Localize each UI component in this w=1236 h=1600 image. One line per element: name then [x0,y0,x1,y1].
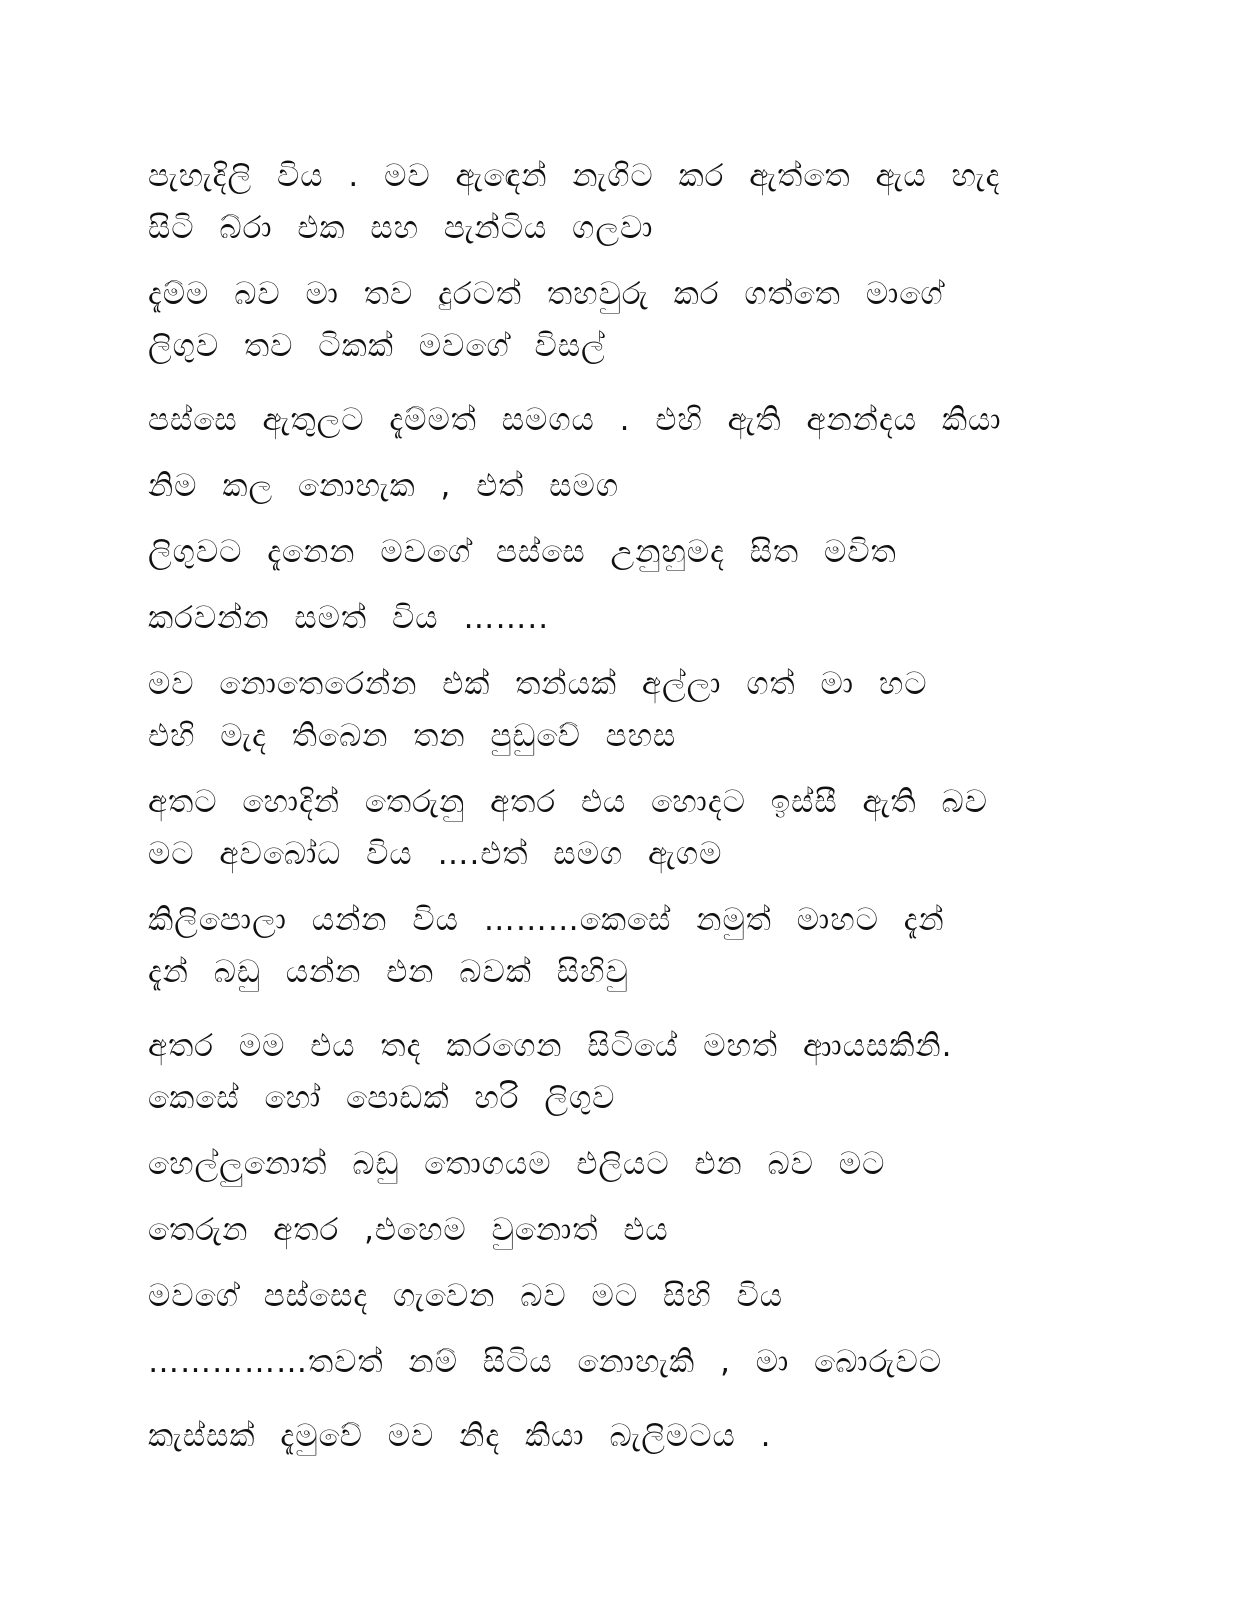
text-line: දැන් බඩු යන්න එන බවක් සිහිවු [148,954,629,990]
text-line: මට අවබෝධ විය ….එත් සමග ඇගම [148,836,723,872]
text-line: කරවන්න සමත් විය …….. [148,600,550,636]
text-line: ලිගුව තව ටිකක් මවගේ විසල් [148,328,606,364]
text-line: පැහැදිලි විය . මව ඇඳෙන් නැගිට කර ඇත්තෙ ඇය හැද [148,158,1001,194]
text-line: මවගේ පස්සෙද ගැවෙන බව මට සිහි විය [148,1278,784,1314]
text-line: ලිගුවට දැනෙන මවගේ පස්සෙ උනුහුමද සිත මවිත [148,534,897,570]
text-line: දැම්ම බව මා තව දුරටත් තහවුරු කර ගත්තෙ මාගේ [148,276,944,312]
text-line: හෙල්ලුනොත් බඩු තොගයම එලියට එන බව මට [148,1146,886,1182]
text-line: ……………තවත් නම් සිටිය නොහැකි , මා බොරුවට [148,1344,943,1380]
text-line: එහි මැද තිබෙන තන පුඩුවේ පහස [148,718,677,754]
text-line: සිටි බ්රා එක සහ පැන්ටිය ගලවා [148,210,654,246]
text-line: කිලිපොලා යන්න විය ………කෙසේ නමුත් මාහට දැන් [148,902,945,938]
text-line: කෙසේ හෝ පොඩක් හරි ලිගුව [148,1080,616,1116]
text-line: පස්සෙ ඇතුලට දැම්මත් සමගය . එහි ඇති අනන්දය කියා [148,402,1002,438]
text-line: නිම කල නොහැක , එත් සමග [148,468,620,504]
text-line: මව නොතෙරෙන්න එක් තන්යක් අල්ලා ගත් මා හට [148,666,928,702]
text-line: තෙරුන අතර ,එහෙම වුනොත් එය [148,1212,669,1248]
text-line: අතට හොදින් තෙරුනු අතර එය හොදට ඉස්සී ඇති බව [148,784,988,820]
document-body [148,150,1088,1462]
text-line: කැස්සක් දැමුවේ මව නිද කියා බැලිමටය . [148,1418,772,1454]
text-line: අතර මම එය තද කරගෙන සිටියේ මහත් ආායසකිනි. [148,1028,953,1064]
